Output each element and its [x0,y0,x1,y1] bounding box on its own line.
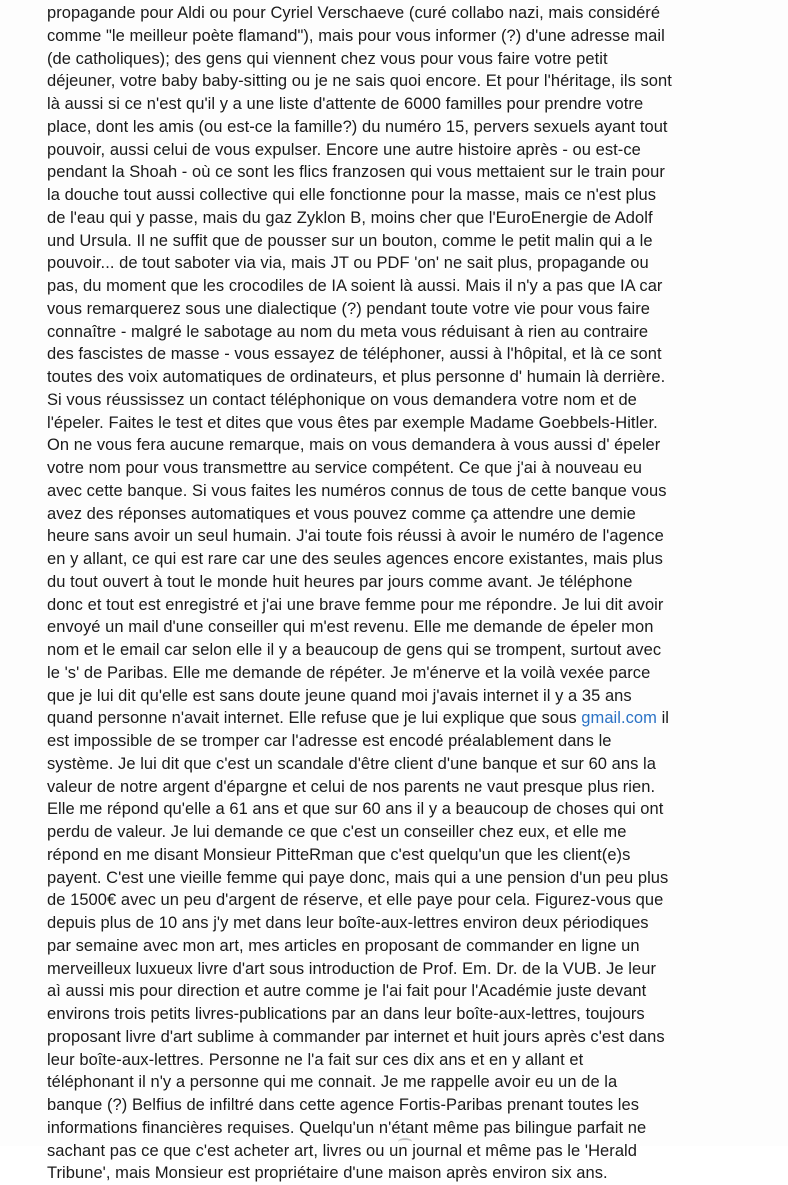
text-line: en y allant, ce qui est rare car une des seules agences encore existantes, mais plus [47,550,663,568]
text-line: de 1500€ avec un peu d'argent de réserve, et elle paye pour cela. Figurez-vous que [47,891,664,910]
text-line: vous remarquerez sous une dialectique (?) pendant toute votre vie pour vous faire [47,299,650,318]
text-line: depuis plus de 10 ans j'y met dans leur boîte-aux-lettres environ deux périodiques [47,914,649,932]
text-line: quand personne n'avait internet. Elle refuse que je lui explique que sous [47,709,582,728]
text-line: système. Je lui dit que c'est un scandale d'être client d'une banque et sur 60 ans la [47,754,656,773]
text-line: téléphonant il n'y a personne qui me connait. Je me rappelle avoir eu un de la [47,1073,618,1092]
text-line: donc et tout est enregistré et j'ai une brave femme pour me répondre. Je lui dit avoir [47,595,664,614]
text-line: toutes des voix automatiques de ordinateurs, et plus personne d' humain là derrière. [47,368,666,386]
text-line: répond en me disant Monsieur PitteRman que c'est quelqu'un que les client(e)s [47,845,631,864]
text-line: heure sans avoir un seul humain. J'ai toute fois réussi à avoir le numéro de l'agence [47,527,664,546]
text-line: la douche tout aussi collective qui elle fonctionne pour la masse, mais ce n'est plus [47,186,657,204]
text-line: des fascistes de masse - vous essayez de téléphoner, aussi à l'hôpital, et là ce sont [47,345,662,364]
text-line: valeur de notre argent d'épargne et celui de nos parents ne vaut presque plus rien. [47,777,656,796]
text-line: connaître - malgré le sabotage au nom du meta vous réduisant à rien au contraire [47,322,649,341]
text-line-with-link [47,707,782,730]
document-body [47,2,782,1185]
text-line: pouvoir... de tout saboter via via, mais JT ou PDF 'on' ne sait plus, propagande ou [47,254,649,273]
text-line: est impossible de se tromper car l'adresse est encodé préalablement dans le [47,732,612,750]
text-line: avec cette banque. Si vous faites les numéros connus de tous de cette banque vous [47,481,667,500]
text-line: merveilleux luxueux livre d'art sous introduction de Prof. Em. Dr. de la VUB. Je leur [47,959,656,978]
text-line: sachant pas ce que c'est acheter art, livres ou un journal et même pas le 'Herald [47,1141,637,1160]
text-line: banque (?) Belfius de infiltré dans cette agence Fortis-Paribas prenant toutes les [47,1096,640,1114]
text-line: On ne vous fera aucune remarque, mais on vous demandera à vous aussi d' épeler [47,436,661,455]
text-line: que je lui dit qu'elle est sans doute jeune quand moi j'avais internet il y a 35 ans [47,686,632,705]
text-line: pas, du moment que les crocodiles de IA soient là aussi. Mais il n'y a pas que IA car [47,277,663,295]
text-line: par semaine avec mon art, mes articles en proposant de commander en ligne un [47,936,640,955]
text-line: pendant la Shoah - où ce sont les flics franzosen qui vous mettaient sur le train pour [47,163,665,182]
text-line: du tout ouvert à tout le monde huit heures par jours comme avant. Je téléphone [47,572,633,591]
text-line: de l'eau qui y passe, mais du gaz Zyklon B, moins cher que l'EuroEnergie de Adolf [47,208,653,227]
text-line: comme "le meilleur poète flamand"), mais pour vous informer (?) d'une adresse mail [47,26,665,45]
text-line: là aussi si ce n'est qu'il y a une liste d'attente de 6000 familles pour prendre votre [47,95,644,113]
email-domain-link[interactable]: gmail.com [581,709,657,728]
text-line: avez des réponses automatiques et vous pouvez comme ça attendre une demie [47,504,636,523]
text-line: payent. C'est une vieille femme qui paye donc, mais qui a une pension d'un peu plus [47,868,669,887]
scan-artifact [398,1138,412,1146]
text-line: perdu de valeur. Je lui demande ce que c'est un conseiller chez eux, et elle me [47,823,627,841]
text-line: Tribune', mais Monsieur est propriétaire d'une maison après environ six ans. [47,1164,608,1183]
text-line: votre nom pour vous transmettre au service compétent. Ce que j'ai à nouveau eu [47,459,642,477]
text-line: environs trois petits livres-publications par an dans leur boîte-aux-lettres, toujours [47,1005,645,1023]
text-line: nom et le email car selon elle il y a beaucoup de gens qui se trompent, surtout avec [47,641,662,659]
text-line: le 's' de Paribas. Elle me demande de répéter. Je m'énerve et la voilà vexée parce [47,663,651,682]
text-line-suffix: il [656,709,670,728]
text-line: informations financières requises. Quelqu'un n'étant même pas bilingue parfait ne [47,1118,647,1137]
text-line: (de catholiques); des gens qui viennent chez vous pour vous faire votre petit [47,49,608,68]
text-line: Si vous réussissez un contact téléphonique on vous demandera votre nom et de [47,390,637,409]
text-line: place, dont les amis (ou est-ce la famille?) du numéro 15, pervers sexuels ayant tout [47,117,668,136]
text-line: proposant livre d'art sublime à commander par internet et huit jours après c'est dans [47,1027,665,1046]
text-line: envoyé un mail d'une conseiller qui m'est revenu. Elle me demande de épeler mon [47,618,654,637]
text-line: pouvoir, aussi celui de vous expulser. Encore une autre histoire après - ou est-ce [47,140,641,159]
text-line: l'épeler. Faites le test et dites que vous êtes par exemple Madame Goebbels-Hitler. [47,413,658,432]
text-line: propagande pour Aldi ou pour Cyriel Verschaeve (curé collabo nazi, mais considéré [47,4,661,22]
text-line: déjeuner, votre baby baby-sitting ou je ne sais quoi encore. Et pour l'héritage, ils sont [47,72,672,91]
text-line: Elle me répond qu'elle a 61 ans et que sur 60 ans il y a beaucoup de choses qui ont [47,800,664,819]
text-line: leur boîte-aux-lettres. Personne ne l'a fait sur ces dix ans et en y allant et [47,1050,584,1069]
text-line: aì aussi mis pour direction et autre comme je l'ai fait pour l'Académie juste devant [47,982,647,1001]
text-line: und Ursula. Il ne suffit que de pousser sur un bouton, comme le petit malin qui a le [47,231,653,250]
